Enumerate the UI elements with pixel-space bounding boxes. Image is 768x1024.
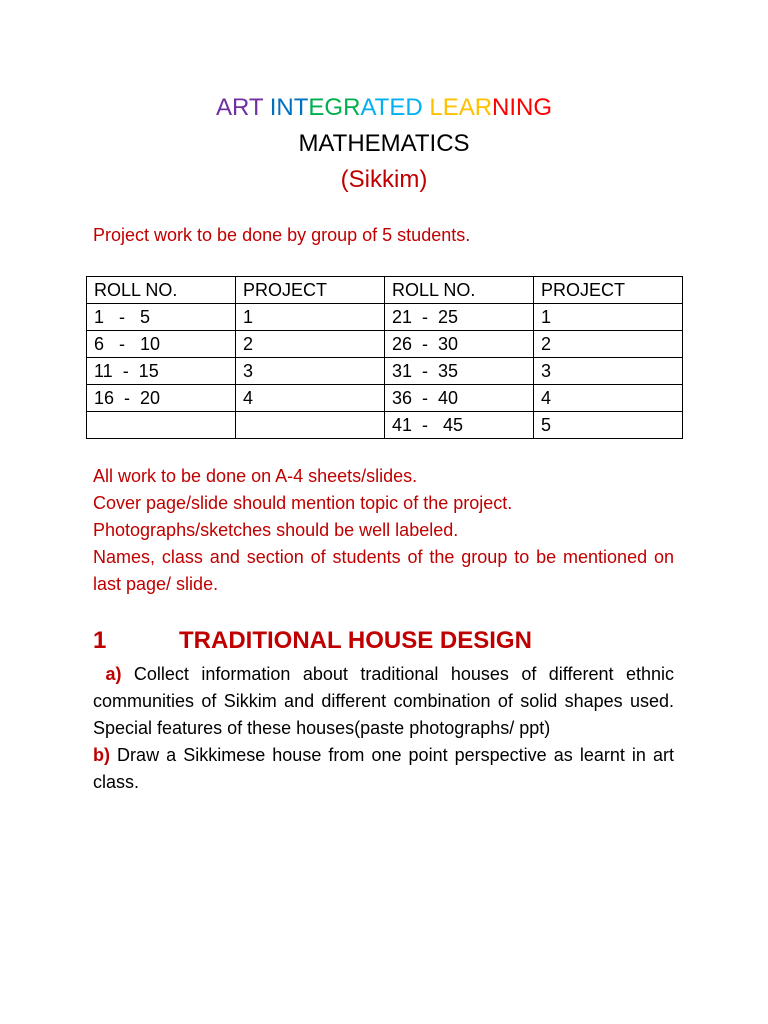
section-body (93, 661, 674, 796)
table-cell: 1 (534, 304, 683, 331)
region-subtitle: (Sikkim) (340, 166, 428, 193)
instructions-block (93, 463, 674, 598)
table-cell: 26 - 30 (385, 331, 534, 358)
table-cell: 2 (534, 331, 683, 358)
table-cell: 16 - 20 (87, 385, 236, 412)
item-text: Collect information about traditional houses of different ethnic communities of Sikkim and different combination of solid shapes used. Special features of these houses(paste photographs/ ppt) (93, 664, 674, 738)
table-cell: 1 - 5 (87, 304, 236, 331)
item-marker: b) (93, 745, 110, 765)
table-row (87, 385, 683, 412)
instruction-line: All work to be done on A-4 sheets/slides. (93, 466, 418, 486)
table-cell: 4 (534, 385, 683, 412)
table-header-cell: PROJECT (236, 277, 385, 304)
instruction-line: Photographs/sketches should be well labeled. (93, 520, 459, 540)
table-cell: 41 - 45 (385, 412, 534, 439)
table-cell: 4 (236, 385, 385, 412)
title-part: ATED (360, 94, 430, 121)
table-header-cell: ROLL NO. (87, 277, 236, 304)
table-cell (87, 412, 236, 439)
table-header-row (87, 277, 683, 304)
table-cell: 6 - 10 (87, 331, 236, 358)
table-cell: 31 - 35 (385, 358, 534, 385)
title-part: N (492, 94, 510, 121)
table-row (87, 304, 683, 331)
table-cell: 11 - 15 (87, 358, 236, 385)
table-cell: 3 (236, 358, 385, 385)
table-row (87, 358, 683, 385)
title-part: LEAR (429, 94, 493, 121)
title-block (0, 90, 768, 198)
roll-project-table (86, 276, 683, 439)
item-text: Draw a Sikkimese house from one point perspective as learnt in art class. (93, 745, 674, 792)
table-cell: 1 (236, 304, 385, 331)
section-title: TRADITIONAL HOUSE DESIGN (179, 627, 532, 654)
subject-title: MATHEMATICS (298, 130, 470, 157)
table-cell: 3 (534, 358, 683, 385)
item-marker: a) (105, 664, 122, 684)
title-part: ING (509, 94, 553, 121)
table-cell (236, 412, 385, 439)
table-cell: 21 - 25 (385, 304, 534, 331)
table-cell: 36 - 40 (385, 385, 534, 412)
table-header-cell: PROJECT (534, 277, 683, 304)
section-item (93, 742, 674, 796)
section-heading (93, 627, 532, 655)
table-cell: 2 (236, 331, 385, 358)
section-number: 1 (93, 627, 107, 654)
title-part: INT (269, 94, 309, 121)
table-cell: 5 (534, 412, 683, 439)
intro-text: Project work to be done by group of 5 students. (93, 225, 471, 245)
table-header-cell: ROLL NO. (385, 277, 534, 304)
title-part: EGR (308, 94, 361, 121)
main-title (0, 90, 768, 126)
section-item (93, 661, 674, 742)
instruction-line: Cover page/slide should mention topic of the project. (93, 493, 513, 513)
table-row (87, 412, 683, 439)
table-row (87, 331, 683, 358)
instruction-line: Names, class and section of students of the group to be mentioned on last page/ slide. (93, 547, 674, 594)
title-part: ART (215, 94, 270, 121)
